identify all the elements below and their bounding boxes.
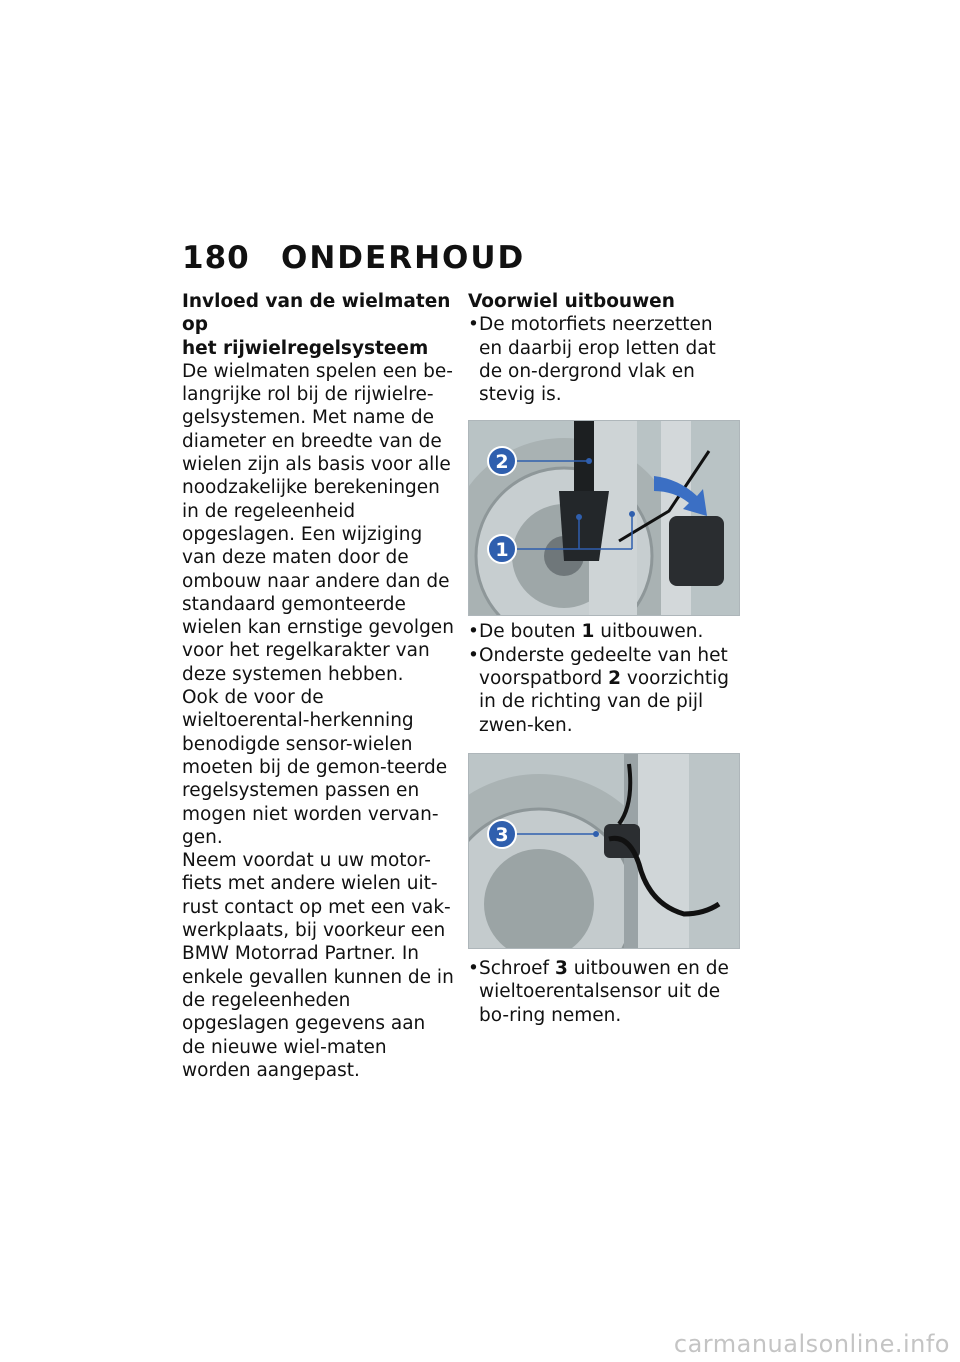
callout-1: 1 <box>495 539 509 562</box>
step-list-1 <box>468 313 740 406</box>
callout-3: 3 <box>495 823 509 846</box>
chapter-title: ONDERHOUD <box>281 240 526 276</box>
step-list-3 <box>468 957 740 1027</box>
section-heading-line-1: Invloed van de wielmaten op <box>182 291 451 336</box>
right-column <box>468 290 740 1027</box>
step-swing-mudguard-ref: 2 <box>608 668 622 690</box>
step-remove-bolts-text-end: uitbouwen. <box>594 621 704 643</box>
step-remove-sensor-text: Schroef <box>479 957 555 979</box>
step-swing-mudguard-text: Onderste gedeelte van het voorspatbord <box>479 644 728 690</box>
step-swing-mudguard <box>468 644 740 737</box>
paragraph-contact-workshop: Neem voordat u uw motor-fiets met andere wielen uit-rust contact op met een vak-werkplaats, bij voorkeur een BMW Motorrad Partner. In enkele gevallen kunnen de in de regeleenheden opgeslagen gegevens aan de nieuwe wiel-maten worden aangepast. <box>182 850 454 1081</box>
step-swing-mudguard-text-end: voorzichtig in de richting van de pijl zwen-ken. <box>479 668 729 736</box>
procedure-heading: Voorwiel uitbouwen <box>468 291 675 312</box>
watermark: carmanualsonline.info <box>673 1330 950 1358</box>
paragraph-wheel-sizes: De wielmaten spelen een be-langrijke rol bij de rijwielre-gelsystemen. Met name de diameter en breedte van de wielen zijn als basis voor alle noodzakelijke berekeningen in de regeleenheid opgeslagen. Een wijziging van deze maten door de ombouw naar andere dan de standaard gemonteerde wielen kan ernstige gevolgen voor het regelkarakter van deze systemen hebben. <box>182 360 454 685</box>
wheel-speed-sensor-photo <box>468 753 740 949</box>
page-number: 180 <box>182 240 250 276</box>
front-fork-mudguard-photo <box>468 420 740 616</box>
step-remove-sensor-text-end: uitbouwen en de wieltoerentalsensor uit de bo-ring nemen. <box>479 957 729 1026</box>
paragraph-sensor-wheels: Ook de voor de wieltoerental-herkenning benodigde sensor-wielen moeten bij de gemon-teerde regelsystemen passen en mogen niet worden vervan-gen. <box>182 687 448 848</box>
step-remove-sensor <box>468 957 740 1027</box>
step-park-motorcycle: • De motorfiets neerzetten en daarbij erop letten dat de on-dergrond vlak en stevig is. <box>468 313 740 406</box>
section-heading-line-2: het rijwielregelsysteem <box>182 337 429 359</box>
step-list-2 <box>468 620 740 736</box>
section-heading <box>182 290 454 360</box>
step-remove-bolts <box>468 620 740 643</box>
left-column <box>182 290 454 1082</box>
step-remove-bolts-ref: 1 <box>581 621 595 643</box>
callout-2: 2 <box>495 451 509 474</box>
step-remove-sensor-ref: 3 <box>554 957 568 979</box>
step-remove-bolts-text: De bouten <box>479 621 582 643</box>
